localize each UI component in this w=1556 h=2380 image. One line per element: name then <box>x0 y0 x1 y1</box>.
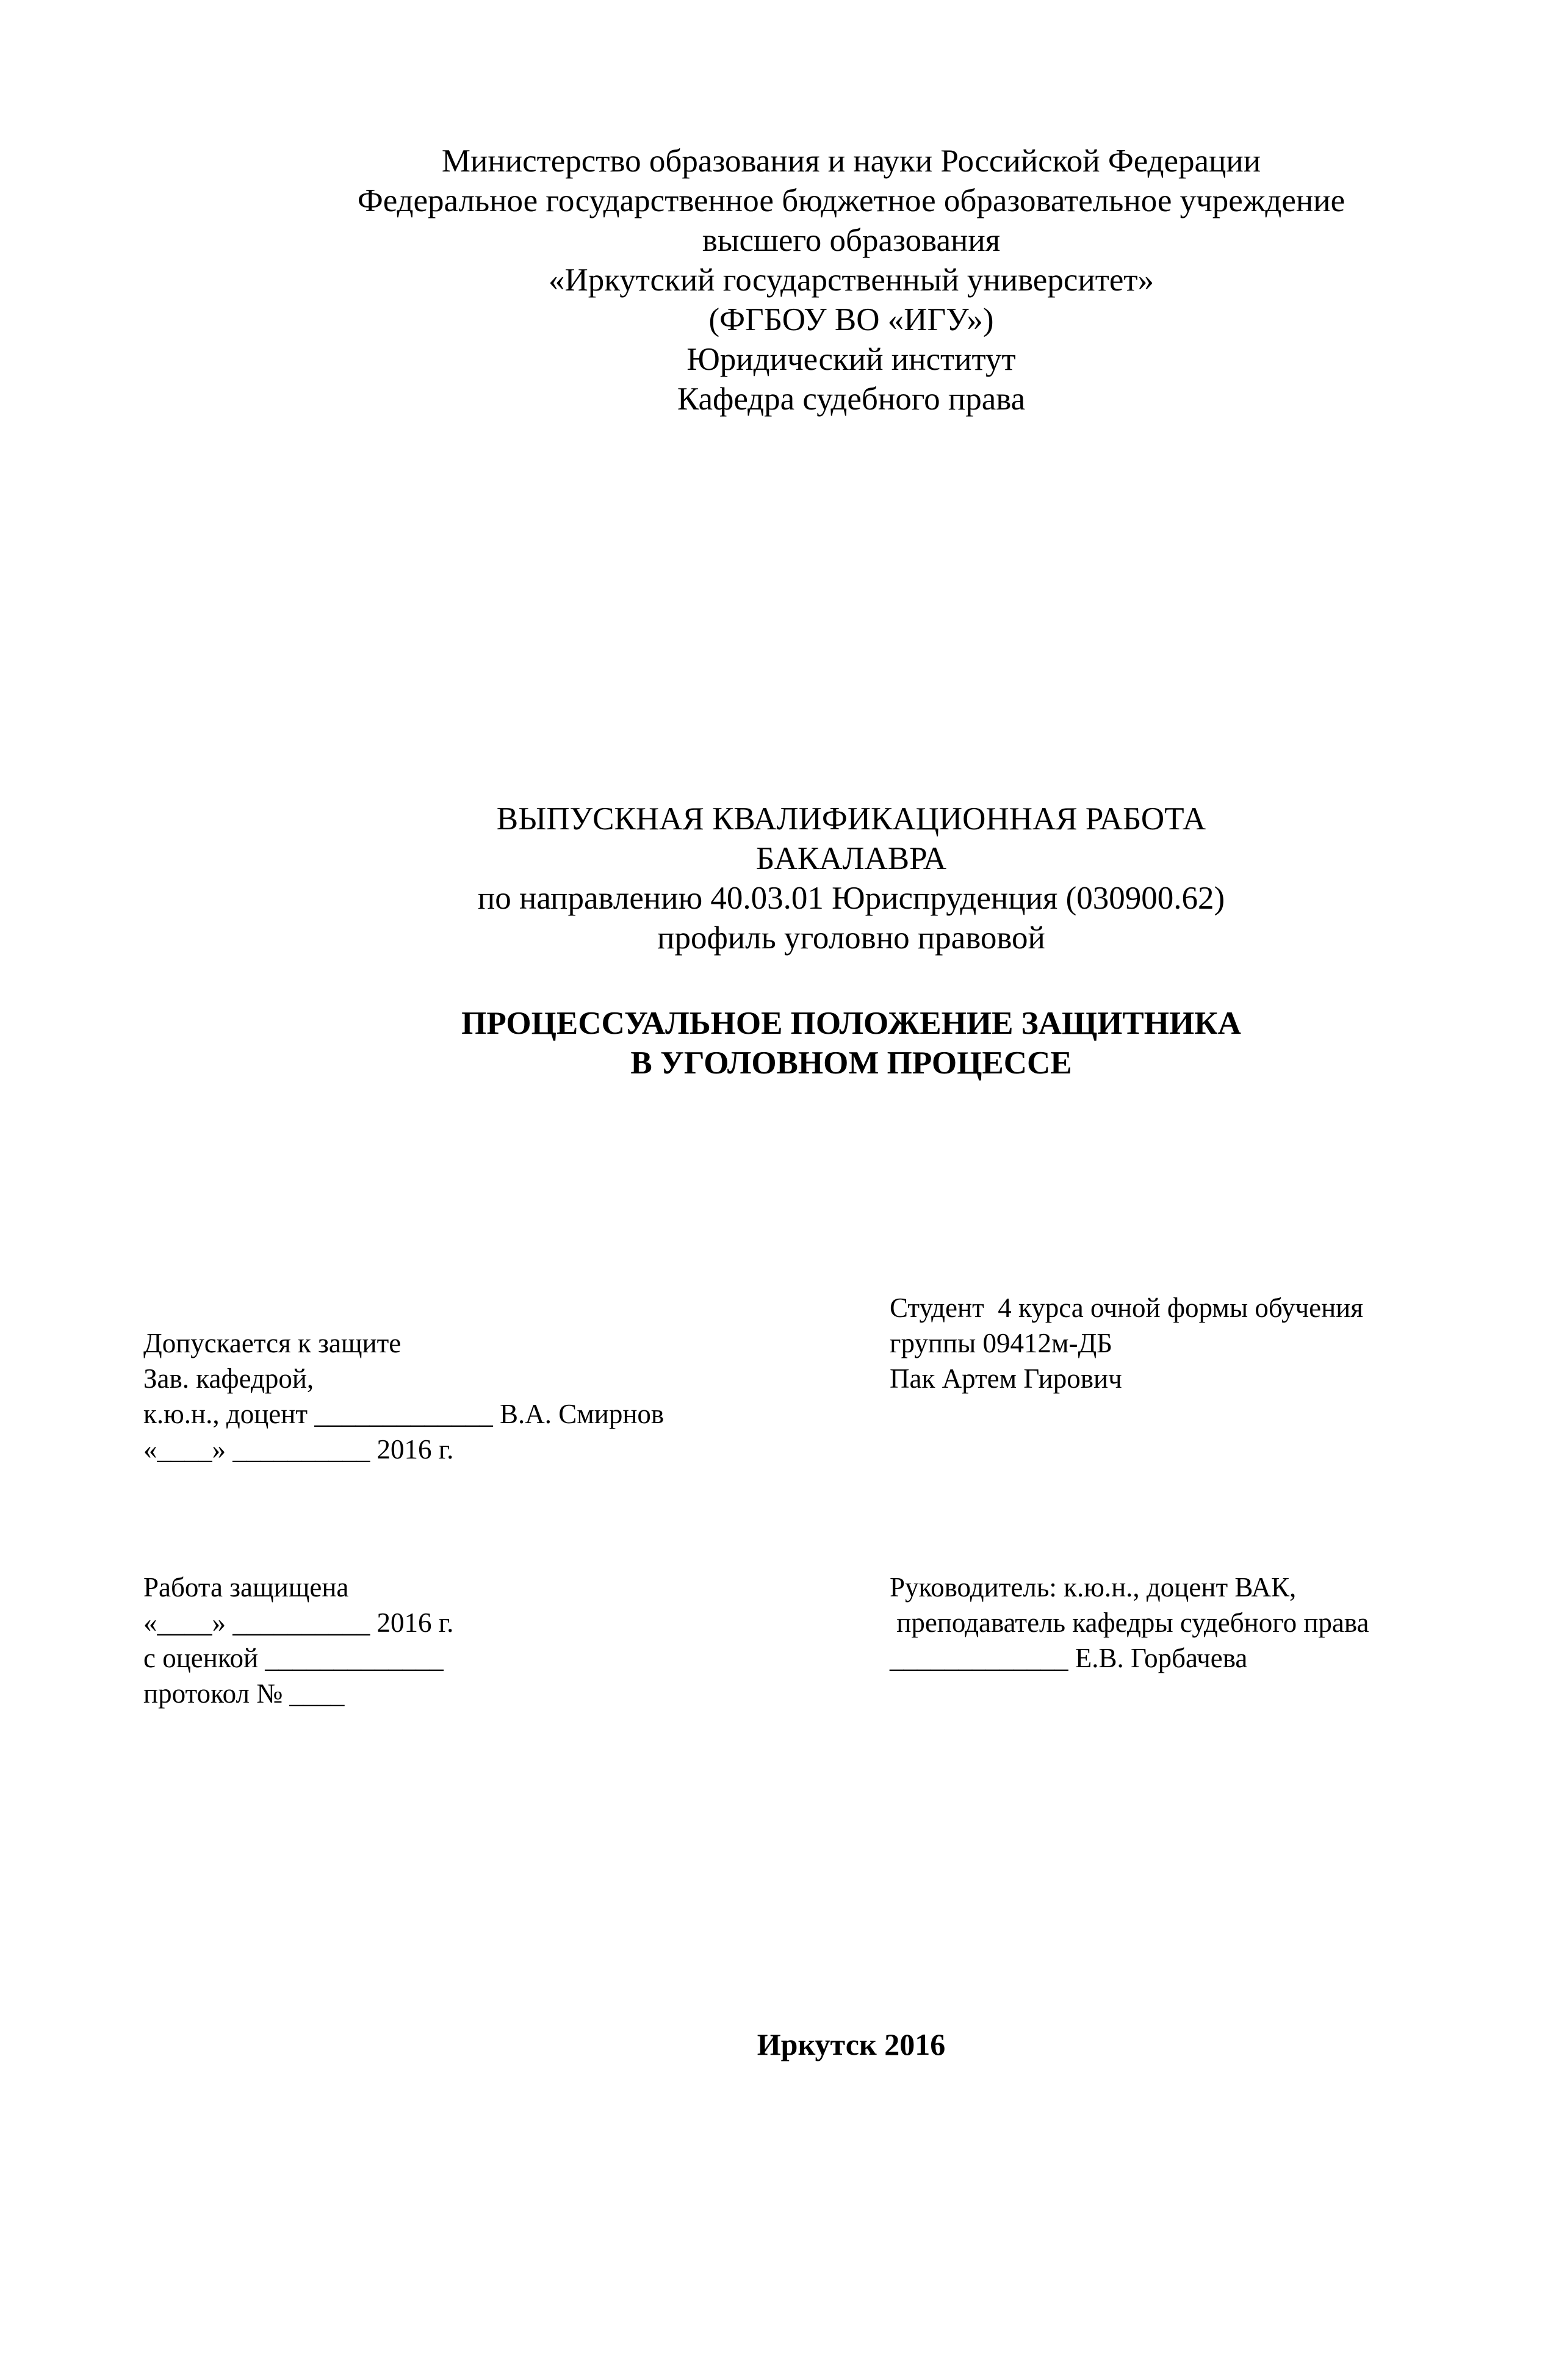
work-title-line-2: В УГОЛОВНОМ ПРОЦЕССЕ <box>630 1045 1072 1081</box>
defense-protocol: протокол № ____ <box>143 1678 345 1709</box>
institution-line-2: высшего образования <box>702 223 1001 258</box>
student-info <box>890 1290 1363 1396</box>
student-name: Пак Артем Гирович <box>890 1363 1122 1394</box>
city-year: Иркутск 2016 <box>757 2027 946 2061</box>
work-type-line-1: ВЫПУСКНАЯ КВАЛИФИКАЦИОННАЯ РАБОТА <box>496 801 1206 837</box>
institute-name: Юридический институт <box>686 342 1016 377</box>
supervisor-signature: _____________ Е.В. Горбачева <box>890 1643 1248 1673</box>
defense-grade: с оценкой _____________ <box>143 1643 444 1673</box>
supervisor-line-1: Руководитель: к.ю.н., доцент ВАК, <box>890 1572 1297 1603</box>
admission-head: Зав. кафедрой, <box>143 1363 314 1394</box>
defense-label: Работа защищена <box>143 1572 349 1603</box>
study-direction: по направлению 40.03.01 Юриспруденция (030900.62) <box>477 881 1225 916</box>
work-type-line-2: БАКАЛАВРА <box>755 841 947 876</box>
supervisor-line-2: преподаватель кафедры судебного права <box>890 1607 1369 1638</box>
admission-date: «____» __________ 2016 г. <box>143 1434 454 1465</box>
institution-header <box>0 142 1556 419</box>
student-course: Студент 4 курса очной формы обучения <box>890 1293 1363 1323</box>
study-profile: профиль уголовно правовой <box>657 920 1045 956</box>
student-group: группы 09412м-ДБ <box>890 1328 1113 1358</box>
work-title-line-1: ПРОЦЕССУАЛЬНОЕ ПОЛОЖЕНИЕ ЗАЩИТНИКА <box>461 1006 1241 1041</box>
admission-label: Допускается к защите <box>143 1328 402 1358</box>
work-type <box>0 799 1556 958</box>
institution-line-1: Федеральное государственное бюджетное образовательное учреждение <box>357 183 1345 218</box>
ministry-line: Министерство образования и науки Российской Федерации <box>441 143 1261 179</box>
university-name: «Иркутский государственный университет» <box>548 262 1154 298</box>
department-name: Кафедра судебного права <box>677 381 1026 417</box>
defense-block <box>143 1570 453 1711</box>
defense-date: «____» __________ 2016 г. <box>143 1607 454 1638</box>
university-abbreviation: (ФГБОУ ВО «ИГУ») <box>708 302 994 337</box>
admission-block <box>143 1325 664 1467</box>
supervisor-block <box>890 1570 1369 1676</box>
work-title <box>0 1004 1556 1083</box>
admission-signature: к.ю.н., доцент _____________ В.А. Смирнов <box>143 1399 665 1429</box>
